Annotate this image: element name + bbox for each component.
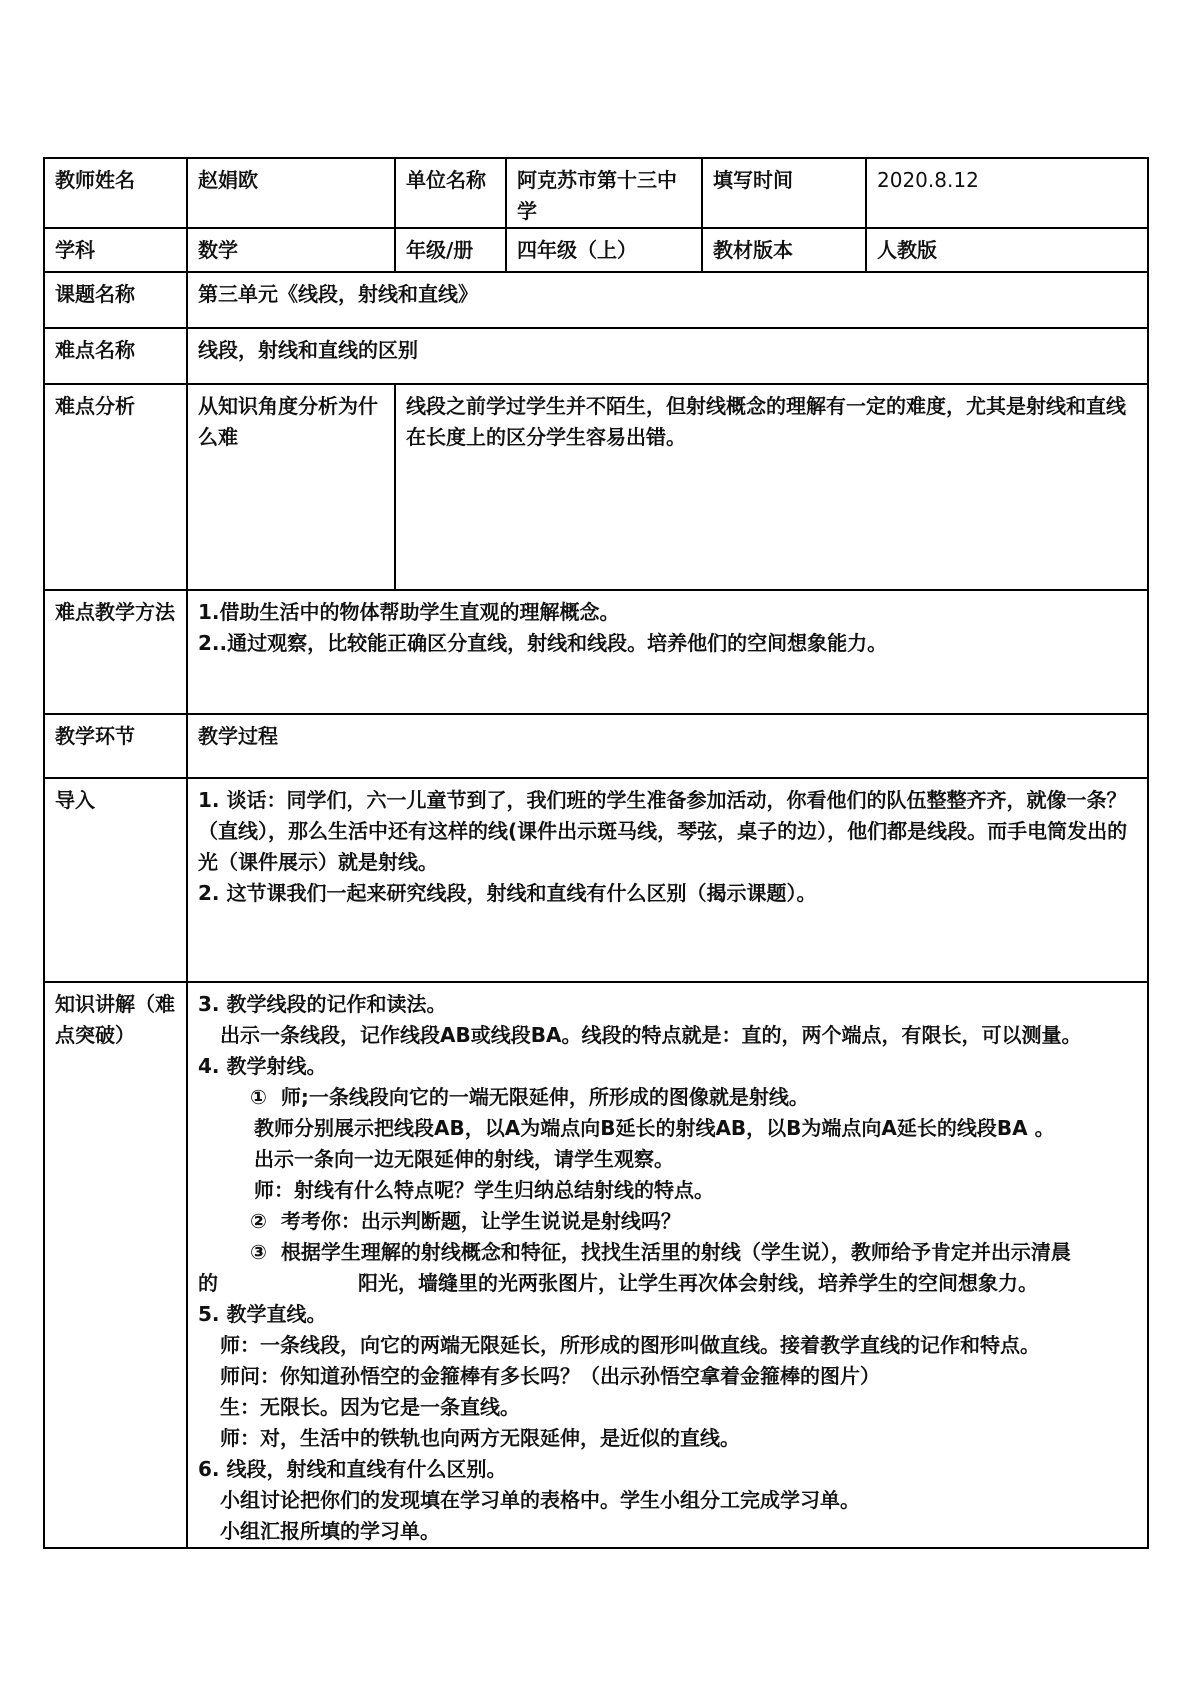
knowledge-line: 5. 教学直线。	[198, 1302, 327, 1326]
knowledge-label: 知识讲解（难点突破）	[44, 982, 187, 1548]
time-label: 填写时间	[702, 158, 866, 228]
teacher-value: 赵娟欧	[187, 158, 395, 228]
knowledge-line: ① 师;一条线段向它的一端无限延伸，所形成的图像就是射线。	[250, 1085, 809, 1109]
analysis-label: 难点分析	[44, 384, 187, 590]
subject-label: 学科	[44, 228, 187, 272]
method-line-2: 2..通过观察，比较能正确区分直线，射线和线段。培养他们的空间想象能力。	[198, 631, 888, 655]
header-row-2	[44, 228, 1148, 272]
topic-row	[44, 272, 1148, 328]
intro-row	[44, 778, 1148, 982]
knowledge-row	[44, 982, 1148, 1548]
method-line-1: 1.借助生活中的物体帮助学生直观的理解概念。	[198, 600, 620, 624]
intro-content	[187, 778, 1148, 982]
edition-value: 人教版	[866, 228, 1148, 272]
intro-label: 导入	[44, 778, 187, 982]
stage-value: 教学过程	[187, 714, 1148, 778]
unit-value: 阿克苏市第十三中学	[506, 158, 702, 228]
grade-label: 年级/册	[395, 228, 506, 272]
edition-label: 教材版本	[702, 228, 866, 272]
knowledge-line: 4. 教学射线。	[198, 1054, 327, 1078]
knowledge-line: 生：无限长。因为它是一条直线。	[220, 1395, 520, 1419]
method-row	[44, 590, 1148, 714]
knowledge-line	[198, 1268, 1137, 1299]
analysis-row	[44, 384, 1148, 590]
knowledge-line: 师问：你知道孙悟空的金箍棒有多长吗？（出示孙悟空拿着金箍棒的图片）	[220, 1364, 880, 1388]
knowledge-line: 师：射线有什么特点呢？学生归纳总结射线的特点。	[254, 1178, 714, 1202]
lesson-plan-table	[43, 157, 1149, 1549]
intro-paragraph-2: 2. 这节课我们一起来研究线段，射线和直线有什么区别（揭示课题）。	[198, 881, 817, 905]
intro-paragraph-1: 1. 谈话：同学们，六一儿童节到了，我们班的学生准备参加活动，你看他们的队伍整整齐齐，就像一条？（直线），那么生活中还有这样的线(课件出示斑马线，琴弦，桌子的边），他们都是线段。而手电筒发出的光（课件展示）就是射线。	[198, 788, 1128, 874]
method-content	[187, 590, 1148, 714]
unit-label: 单位名称	[395, 158, 506, 228]
knowledge-line: 出示一条线段，记作线段AB或线段BA。线段的特点就是：直的，两个端点，有限长，可以测量。	[220, 1023, 1082, 1047]
topic-label: 课题名称	[44, 272, 187, 328]
difficulty-row	[44, 328, 1148, 384]
difficulty-label: 难点名称	[44, 328, 187, 384]
knowledge-line: 3. 教学线段的记作和读法。	[198, 992, 447, 1016]
analysis-sub-label: 从知识角度分析为什么难	[187, 384, 395, 590]
knowledge-line: ② 考考你：出示判断题，让学生说说是射线吗？	[250, 1209, 681, 1233]
time-value: 2020.8.12	[866, 158, 1148, 228]
knowledge-line: 师：一条线段，向它的两端无限延长，所形成的图形叫做直线。接着教学直线的记作和特点。	[220, 1333, 1040, 1357]
grade-value: 四年级（上）	[506, 228, 702, 272]
analysis-value: 线段之前学过学生并不陌生，但射线概念的理解有一定的难度，尤其是射线和直线在长度上的区分学生容易出错。	[395, 384, 1148, 590]
topic-value: 第三单元《线段，射线和直线》	[187, 272, 1148, 328]
knowledge-line-start: 的	[198, 1271, 218, 1295]
teacher-label: 教师姓名	[44, 158, 187, 228]
subject-value: 数学	[187, 228, 395, 272]
knowledge-line: 小组汇报所填的学习单。	[220, 1519, 440, 1543]
knowledge-line-rest: 阳光，墙缝里的光两张图片，让学生再次体会射线，培养学生的空间想象力。	[358, 1271, 1038, 1295]
header-row-1	[44, 158, 1148, 228]
stage-row	[44, 714, 1148, 778]
knowledge-line: 小组讨论把你们的发现填在学习单的表格中。学生小组分工完成学习单。	[220, 1488, 860, 1512]
knowledge-line: ③ 根据学生理解的射线概念和特征，找找生活里的射线（学生说），教师给予肯定并出示清晨	[250, 1240, 1071, 1264]
difficulty-value: 线段，射线和直线的区别	[187, 328, 1148, 384]
knowledge-content	[187, 982, 1148, 1548]
knowledge-line: 师：对，生活中的铁轨也向两方无限延伸，是近似的直线。	[220, 1426, 740, 1450]
knowledge-line: 教师分别展示把线段AB，以A为端点向B延长的射线AB，以B为端点向A延长的线段BA 。	[254, 1116, 1055, 1140]
knowledge-line: 6. 线段，射线和直线有什么区别。	[198, 1457, 507, 1481]
knowledge-line: 出示一条向一边无限延伸的射线，请学生观察。	[254, 1147, 674, 1171]
stage-label: 教学环节	[44, 714, 187, 778]
method-label: 难点教学方法	[44, 590, 187, 714]
